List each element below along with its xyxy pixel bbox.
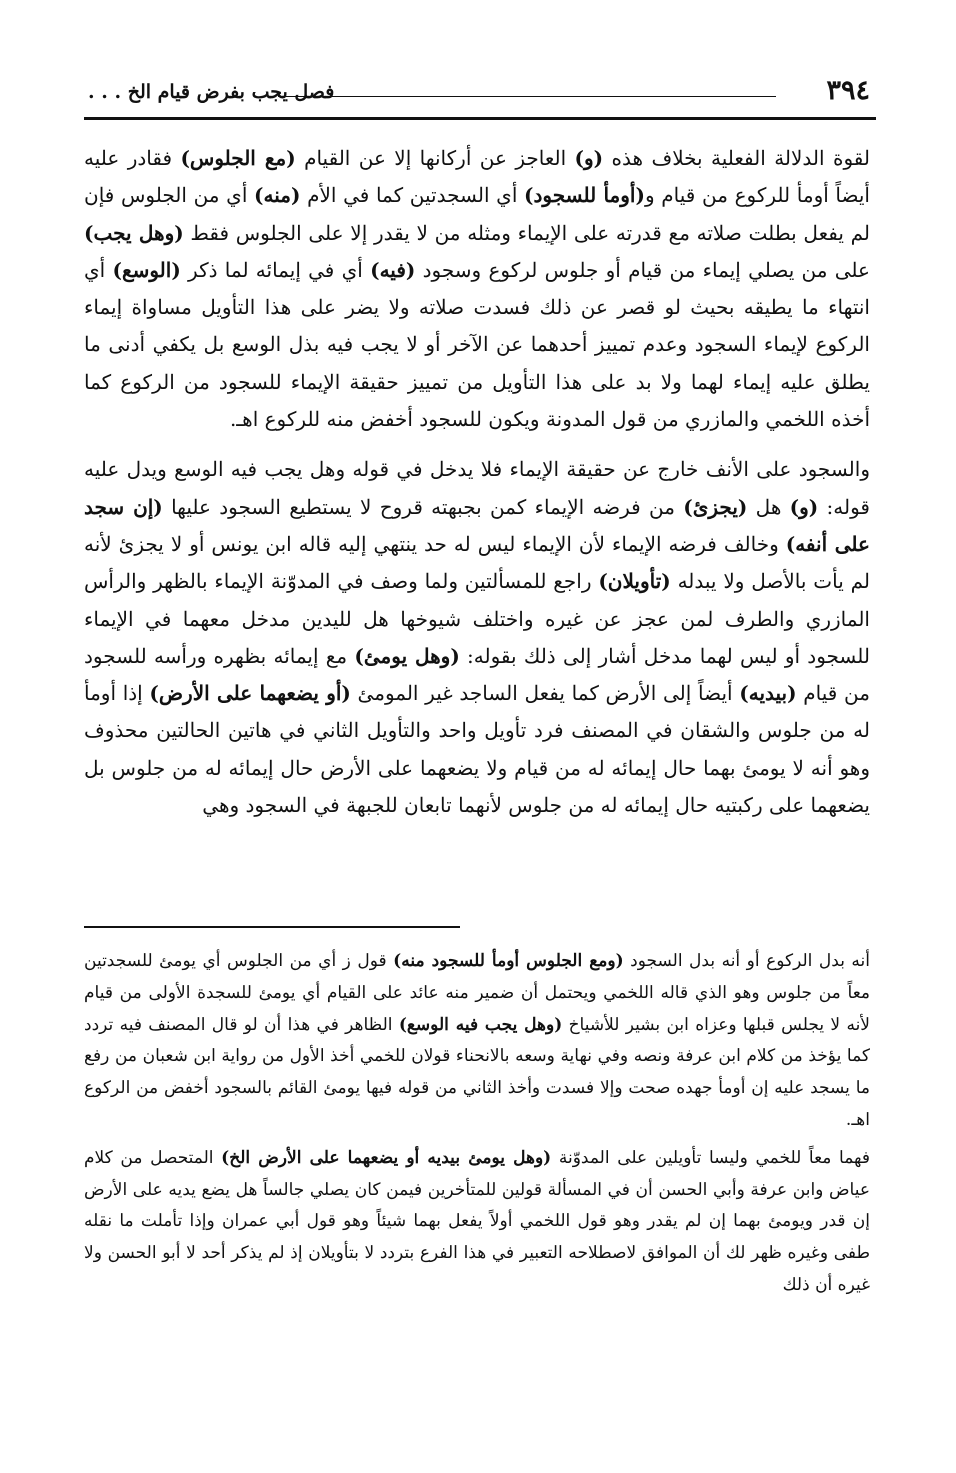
quoted-lemma: (يجزئ)	[683, 494, 748, 519]
commentary-text: لقوة الدلالة الفعلية بخلاف هذه	[603, 146, 870, 170]
commentary-text: وخالف فرضه الإيماء لأن الإيماء ليس له حد ينتهي إليه قاله ابن يونس أو لا يجزئ لأنه لم يأت بالأصل ولا يبدله	[84, 531, 870, 594]
quoted-lemma: (وهل يجب)	[84, 220, 184, 245]
commentary-text: أي انتهاء ما يطيقه بحيث لو قصر عن ذلك فسدت صلاته ولا يضر على هذا التأويل مساواة إيماء الركوع لإيماء السجود وعدم تمييز أحدهما عن الآخر أو لا يجب فيه بذل الوسع بل يكفي أدنى ما يطلق عليه إيماء لهما ولا بد على هذا التأويل من تمييز حقيقة الإيماء للسجود من الركوع كما أخذه اللخمي والمازري من قول المدونة ويكون للسجود أخفض منه للركوع اهـ.	[84, 257, 870, 432]
main-text	[84, 140, 870, 824]
quoted-lemma: (وهل يجب فيه الوسع)	[398, 1014, 563, 1035]
quoted-lemma: (تأويلان)	[598, 569, 671, 594]
commentary-text: إذا أومأ له من جلوس والشقان في المصنف فرد تأويل واحد والتأويل الثاني في هاتين الحالتين محذوف وهو أنه لا يومئ بهما حال إيمائه له من قيام ولا يضعهما على الأرض حال إيمائه له من جلوس بل يضعهما على ركبتيه حال إيمائه له من جلوس لأنهما تابعان للجبهة في السجود وهي	[84, 681, 870, 818]
commentary-text: فهما معاً للخمي وليسا تأويلين على المدوّنة	[551, 1147, 870, 1168]
commentary-text: أيضاً إلى الأرض كما يفعل الساجد غير المومئ	[350, 681, 740, 706]
footnote-separator	[84, 926, 460, 928]
header-line	[278, 96, 776, 97]
commentary-text: العاجز عن أركانها إلا عن القيام	[295, 146, 575, 170]
quoted-lemma: (و)	[789, 494, 819, 519]
commentary-text: قول ز أي من الجلوس أي يومئ للسجدتين معاً من جلوس وهو الذي قاله اللخمي ويحتمل أن ضمير منه عائد على القيام أي يومئ للسجدة الأولى من قيام لأنه لا يجلس قبلها وعزاه ابن بشير للأشياخ	[84, 951, 870, 1035]
quoted-lemma: (إن سجد على أنفه)	[84, 494, 870, 556]
quoted-lemma: (منه)	[254, 183, 301, 208]
commentary-text: راجع للمسألتين ولما وصف في المدوّنة الإيماء بالظهر والرأس المازري والطرف لمن عجز عن غيره واختلف شيوخها هل لليدين مدخل معهما في الإيماء للسجود أو ليس لهما مدخل أشار إلى ذلك بقوله:	[84, 569, 870, 668]
commentary-text: أي السجدتين كما في الأم	[300, 183, 525, 208]
commentary-text: من فرضه الإيماء كمن بجبهته قروح لا يستطيع السجود عليها	[162, 494, 684, 519]
commentary-text: على من يصلي إيماء من قيام أو جلوس لركوع وسجود	[415, 257, 870, 282]
main-paragraph	[84, 140, 870, 438]
quoted-lemma: (بيديه)	[739, 681, 797, 706]
commentary-text: أنه بدل الركوع أو أنه بدل السجود	[623, 951, 871, 971]
running-title: فصل يجب بفرض قيام الخ . . .	[88, 81, 335, 103]
header-rule	[84, 117, 876, 120]
quoted-lemma: (و)	[574, 146, 604, 170]
main-paragraph	[84, 451, 870, 824]
quoted-lemma: (ومع الجلوس أومأ للسجود منه)	[393, 951, 624, 971]
quoted-lemma: (مع الجلوس)	[180, 146, 296, 170]
commentary-text: أي من الجلوس فإن لم يفعل بطلت صلاته مع قدرته على الإيماء ومثله من لا يقدر إلا على الجلوس فقط	[84, 183, 870, 245]
quoted-lemma: (وهل يومئ)	[354, 643, 460, 668]
page-number: ٣٩٤	[826, 75, 870, 106]
commentary-text: فقادر عليه أيضاً أومأ للركوع من قيام و	[84, 146, 870, 208]
quoted-lemma: (وهل يومئ بيديه أو يضعهما على الأرض الخ)	[221, 1147, 552, 1168]
footnotes	[84, 946, 870, 1302]
quoted-lemma: (أو يضعهما على الأرض)	[149, 681, 351, 706]
footnote-paragraph	[84, 1143, 870, 1302]
commentary-text: الظاهر في هذا أن لو قال المصنف فيه تردد كما يؤخذ من كلام ابن عرفة ونصه وفي نهاية وسعه بالانحناء قولان للخمي أخذ الأول من رواية ابن شعبان من رفع ما يسجد عليه إن أومأ جهده صحت وإلا فسدت وأخذ الثاني من قوله فيها يومئ القائم بالسجود أخفض من الركوع اهـ.	[84, 1014, 870, 1130]
quoted-lemma: (الوسع)	[112, 257, 181, 282]
quoted-lemma: (أومأ للسجود)	[524, 183, 645, 208]
commentary-text: والسجود على الأنف خارج عن حقيقة الإيماء فلا يدخل في قوله وهل يجب فيه الوسع ويدل عليه قوله:	[84, 457, 870, 519]
commentary-text: المتحصل من كلام عياض وابن عرفة وأبي الحسن أن في المسألة قولين للمتأخرين فيمن كان يصلي جالساً هل يضع يديه على الأرض إن قدر ويومئ بهما إن لم يقدر وهو قول اللخمي أولاً يفعل بهما شيئاً وهو قول أبي عمران وإذا تأملت ما نقله طفى وغيره ظهر لك أن الموافق لاصطلاحه التعبير في هذا الفرع بتردد لا بتأويلان إذ لم يذكر أحد لا أبو الحسن ولا غيره أن ذلك	[84, 1147, 870, 1295]
page-header	[88, 74, 870, 108]
commentary-text: هل	[747, 494, 790, 519]
commentary-text: مع إيمائه بظهره ورأسه للسجود من قيام	[84, 643, 870, 706]
commentary-text: أي في إيمائه لما ذكر	[180, 257, 371, 282]
quoted-lemma: (فيه)	[370, 257, 416, 282]
footnote-paragraph	[84, 946, 870, 1137]
